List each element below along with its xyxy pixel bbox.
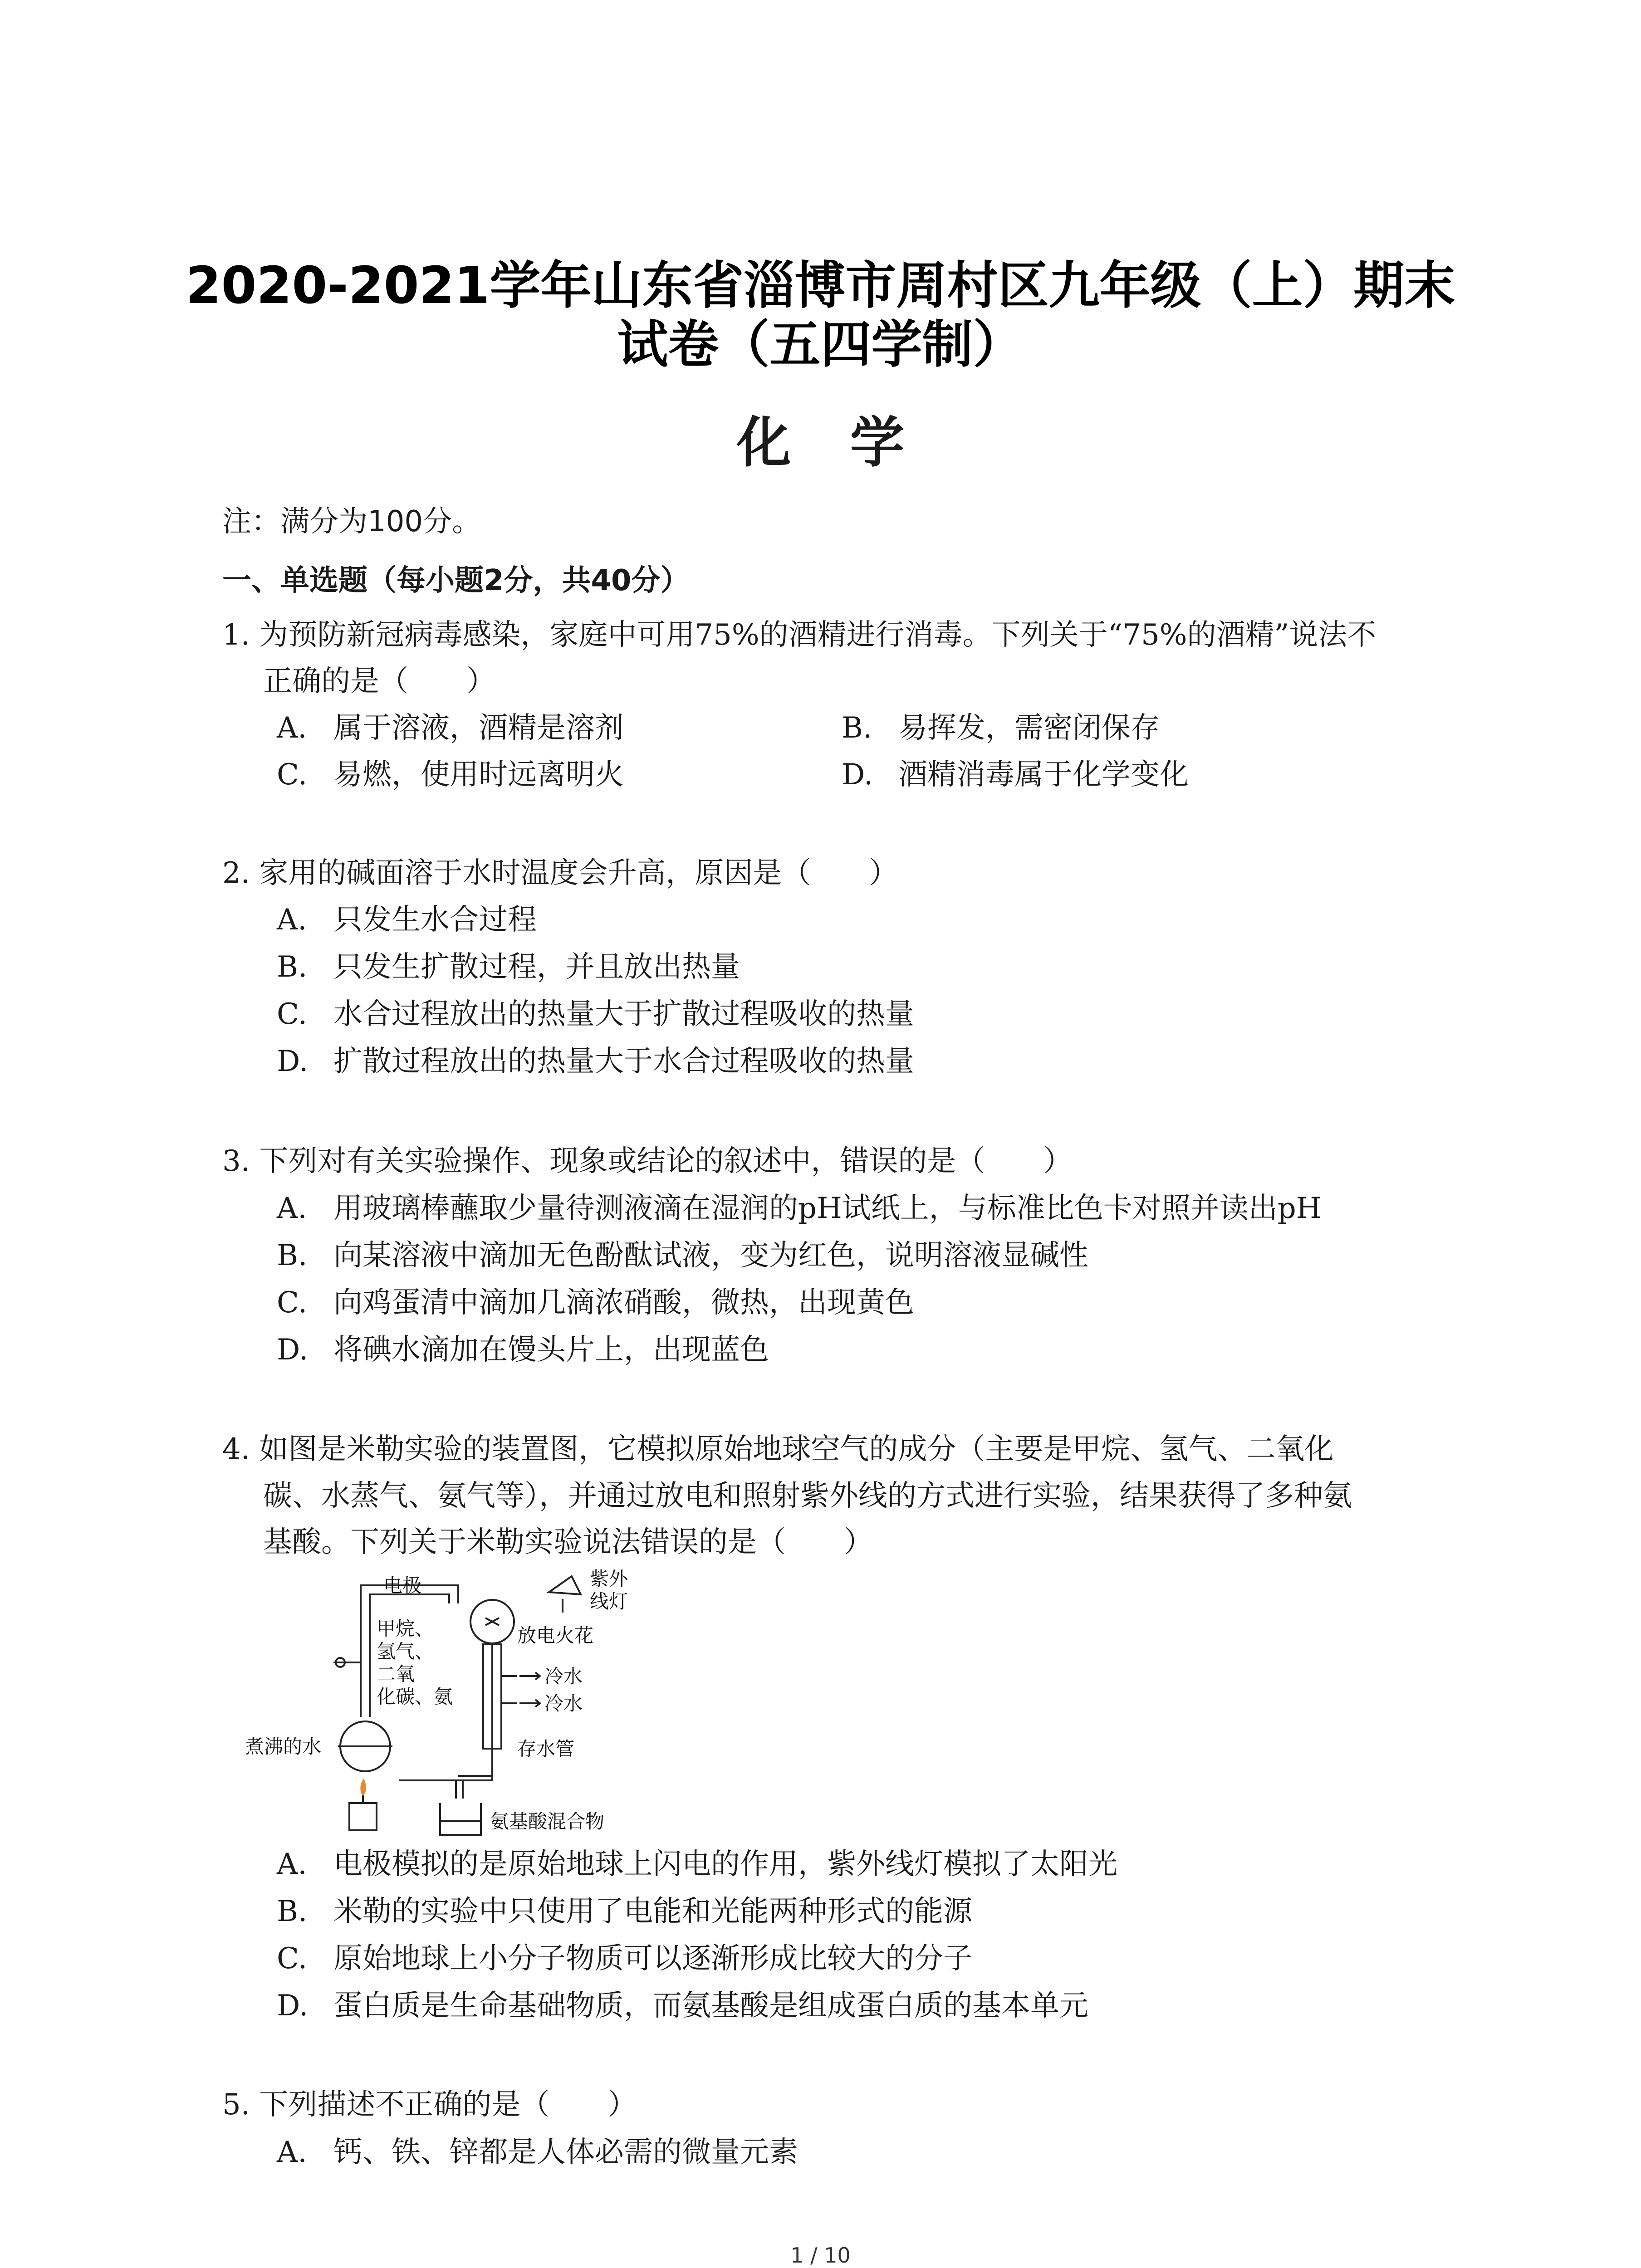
label-amino-mix: 氨基酸混合物 [490, 1810, 605, 1833]
q4-option-c[interactable] [277, 1941, 972, 1977]
q2-option-a[interactable] [277, 902, 537, 938]
q4-option-a[interactable] [277, 1846, 1117, 1882]
q5-option-a[interactable] [277, 2134, 798, 2170]
option-letter: B. [277, 1895, 308, 1928]
option-text: 酒精消毒属于化学变化 [898, 758, 1189, 792]
exam-title-line1: 2020-2021学年山东省淄博市周村区九年级（上）期末 [186, 256, 1455, 315]
exam-title-line2: 试卷（五四学制） [617, 315, 1024, 374]
option-letter: B. [277, 950, 308, 984]
question-4-line2: 碳、水蒸气、氨气等），并通过放电和照射紫外线的方式进行实验，结果获得了多种氨 [263, 1479, 1352, 1513]
question-number: 1. [222, 618, 250, 652]
question-stem: 下列描述不正确的是（ ） [259, 2088, 637, 2121]
q1-option-a[interactable] [277, 710, 624, 746]
option-letter: A. [277, 1848, 307, 1881]
page-number: 1 / 10 [790, 2243, 851, 2268]
q2-option-d[interactable] [277, 1043, 914, 1080]
option-letter: A. [277, 711, 307, 745]
label-gas-3: 二氧 [377, 1663, 415, 1685]
subject-title: 化学 [736, 411, 964, 474]
q2-option-b[interactable] [277, 949, 740, 985]
label-gas-4: 化碳、氨 [377, 1686, 453, 1708]
score-note: 注：满分为100分。 [222, 505, 481, 538]
option-text: 只发生水合过程 [333, 903, 537, 937]
question-4-line3: 基酸。下列关于米勒实验说法错误的是（ ） [263, 1525, 873, 1559]
option-letter: A. [277, 903, 307, 937]
section-heading: 一、单选题（每小题2分，共40分） [222, 564, 690, 597]
q3-option-d[interactable] [277, 1332, 769, 1368]
option-text: 易燃，使用时远离明火 [333, 758, 624, 792]
label-uv-lamp-2: 线灯 [590, 1590, 628, 1613]
label-cold-water-2: 冷水 [544, 1692, 583, 1715]
q1-option-d[interactable] [842, 757, 1189, 793]
option-text: 向某溶液中滴加无色酚酞试液，变为红色，说明溶液显碱性 [333, 1239, 1088, 1272]
option-letter: D. [277, 1333, 309, 1367]
option-text: 属于溶液，酒精是溶剂 [333, 711, 624, 745]
q2-option-c[interactable] [277, 996, 914, 1032]
option-letter: C. [277, 1286, 308, 1320]
option-letter: B. [842, 711, 872, 745]
option-letter: D. [842, 758, 873, 792]
question-3-line1 [222, 1143, 1072, 1179]
miller-experiment-diagram [245, 1567, 653, 1839]
label-water-tube: 存水管 [517, 1738, 575, 1760]
option-letter: C. [277, 758, 308, 792]
label-boiling-water: 煮沸的水 [245, 1735, 322, 1758]
q4-option-b[interactable] [277, 1893, 972, 1930]
option-text: 钙、铁、锌都是人体必需的微量元素 [333, 2136, 798, 2169]
option-text: 米勒的实验中只使用了电能和光能两种形式的能源 [333, 1895, 972, 1928]
q4-option-d[interactable] [277, 1988, 1088, 2024]
question-5-line1 [222, 2087, 637, 2123]
question-stem: 下列对有关实验操作、现象或结论的叙述中，错误的是（ ） [259, 1144, 1073, 1178]
question-2-line1 [222, 855, 898, 891]
option-text: 原始地球上小分子物质可以逐渐形成比较大的分子 [333, 1942, 972, 1975]
question-1-line1 [222, 617, 1376, 653]
option-text: 蛋白质是生命基础物质，而氨基酸是组成蛋白质的基本单元 [333, 1989, 1088, 2023]
option-text: 向鸡蛋清中滴加几滴浓硝酸，微热，出现黄色 [333, 1286, 914, 1320]
option-letter: C. [277, 997, 308, 1031]
q3-option-b[interactable] [277, 1237, 1088, 1274]
question-number: 5. [222, 2088, 250, 2121]
option-letter: A. [277, 2136, 307, 2169]
option-text: 水合过程放出的热量大于扩散过程吸收的热量 [333, 997, 914, 1031]
question-number: 4. [222, 1432, 250, 1466]
question-1-line2: 正确的是（ ） [263, 665, 495, 698]
label-spark: 放电火花 [517, 1624, 594, 1647]
apparatus-drawing [245, 1567, 653, 1839]
label-cold-water-1: 冷水 [544, 1665, 583, 1687]
q1-option-b[interactable] [842, 710, 1160, 746]
label-gas-1: 甲烷、 [377, 1618, 434, 1640]
question-stem: 家用的碱面溶于水时温度会升高，原因是（ ） [259, 856, 898, 890]
label-uv-lamp-1: 紫外 [590, 1568, 628, 1590]
option-text: 易挥发，需密闭保存 [898, 711, 1160, 745]
option-text: 用玻璃棒蘸取少量待测液滴在湿润的pH试纸上，与标准比色卡对照并读出pH [333, 1192, 1322, 1225]
option-text: 电极模拟的是原始地球上闪电的作用，紫外线灯模拟了太阳光 [333, 1848, 1117, 1881]
label-electrode: 电极 [383, 1574, 422, 1597]
q3-option-c[interactable] [277, 1285, 914, 1321]
q3-option-a[interactable] [277, 1190, 1322, 1227]
option-text: 将碘水滴加在馒头片上，出现蓝色 [333, 1333, 769, 1367]
option-text: 只发生扩散过程，并且放出热量 [333, 950, 740, 984]
option-letter: C. [277, 1942, 308, 1975]
question-number: 3. [222, 1144, 250, 1178]
option-letter: B. [277, 1239, 308, 1272]
option-letter: D. [277, 1989, 309, 2023]
question-4-line1 [222, 1431, 1333, 1467]
option-letter: D. [277, 1045, 309, 1078]
q1-option-c[interactable] [277, 757, 624, 793]
option-letter: A. [277, 1192, 307, 1225]
question-number: 2. [222, 856, 250, 890]
question-stem: 如图是米勒实验的装置图，它模拟原始地球空气的成分（主要是甲烷、氢气、二氧化 [259, 1432, 1334, 1466]
option-text: 扩散过程放出的热量大于水合过程吸收的热量 [333, 1045, 914, 1078]
label-gas-2: 氢气、 [377, 1640, 434, 1662]
question-stem: 为预防新冠病毒感染，家庭中可用75%的酒精进行消毒。下列关于“75%的酒精”说法不 [259, 618, 1376, 652]
